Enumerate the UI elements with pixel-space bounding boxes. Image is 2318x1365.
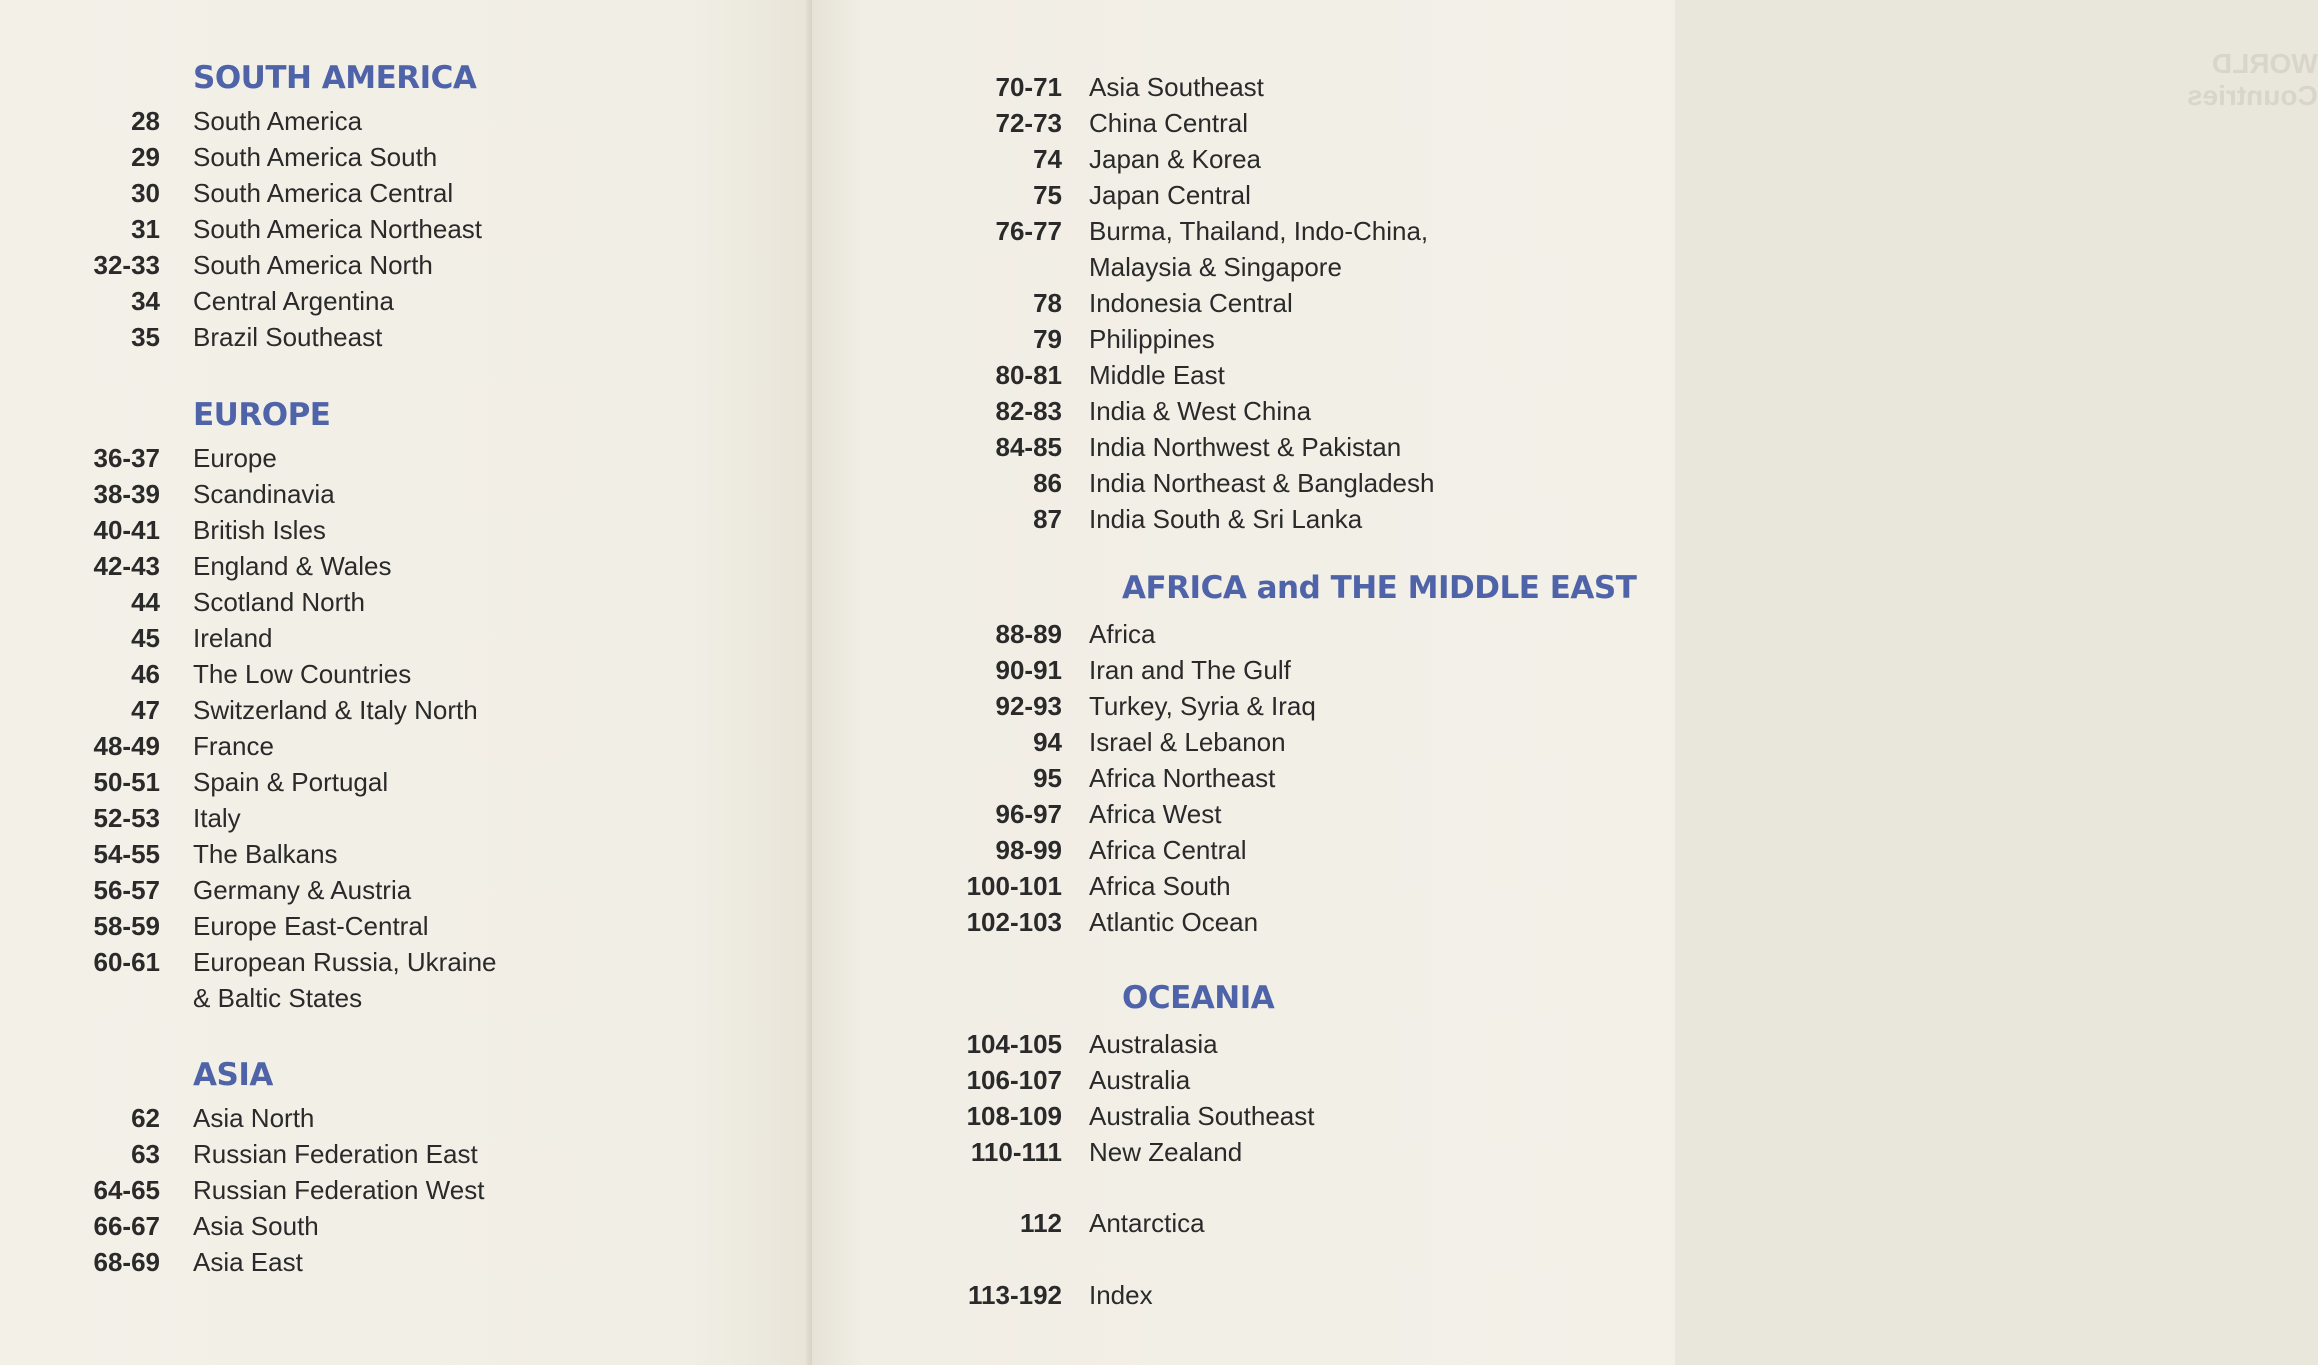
map-title: India Northeast & Bangladesh (1089, 468, 1435, 498)
page-number: 106-107 (966, 1065, 1062, 1095)
map-title: South America Central (193, 178, 454, 208)
section-heading: EUROPE (193, 397, 331, 433)
page-number: 38-39 (93, 479, 160, 509)
page-number: 76-77 (995, 216, 1062, 246)
map-title: Africa South (1089, 871, 1231, 901)
page-number: 96-97 (995, 799, 1062, 829)
section-heading: ASIA (193, 1057, 273, 1093)
map-title: Australasia (1089, 1029, 1218, 1059)
page-number: 86 (1033, 468, 1062, 498)
page-number: 63 (131, 1139, 160, 1169)
page-number: 82-83 (995, 396, 1062, 426)
page-number: 90-91 (995, 655, 1062, 685)
map-title: The Low Countries (193, 659, 412, 689)
page-number: 79 (1033, 324, 1062, 354)
page-number: 40-41 (93, 515, 160, 545)
map-title-continued: Malaysia & Singapore (1089, 252, 1342, 282)
map-title: Turkey, Syria & Iraq (1089, 691, 1316, 721)
page-number: 28 (131, 106, 160, 136)
map-title: Burma, Thailand, Indo-China, (1089, 216, 1429, 246)
left-page (0, 0, 812, 1365)
page-number: 112 (1020, 1208, 1062, 1238)
page-number: 87 (1033, 504, 1062, 534)
page-number: 34 (131, 286, 160, 316)
page-number: 110-111 (970, 1137, 1062, 1167)
page-number: 64-65 (93, 1175, 160, 1205)
map-title: Antarctica (1089, 1208, 1205, 1238)
map-title: Germany & Austria (193, 875, 412, 905)
map-title: Russian Federation West (193, 1175, 485, 1205)
page-number: 100-101 (966, 871, 1062, 901)
page-number: 47 (131, 695, 160, 725)
map-title: The Balkans (193, 839, 338, 869)
map-title: Japan Central (1089, 180, 1251, 210)
page-number: 102-103 (966, 907, 1062, 937)
map-title: Australia (1089, 1065, 1191, 1095)
page-number: 92-93 (995, 691, 1062, 721)
map-title: South America South (193, 142, 438, 172)
map-title: China Central (1089, 108, 1248, 138)
map-title: Asia East (193, 1247, 303, 1277)
page-number: 50-51 (93, 767, 160, 797)
page-number: 46 (131, 659, 160, 689)
map-title: Asia South (193, 1211, 319, 1241)
page-number: 108-109 (966, 1101, 1062, 1131)
page-number: 98-99 (995, 835, 1062, 865)
page-number: 32-33 (93, 250, 160, 280)
page-number: 54-55 (93, 839, 160, 869)
page-number: 66-67 (93, 1211, 160, 1241)
page-number: 94 (1033, 727, 1062, 757)
page-number: 31 (131, 214, 160, 244)
map-title: Israel & Lebanon (1089, 727, 1286, 757)
map-title: South America Northeast (193, 214, 483, 244)
map-title: Australia Southeast (1089, 1101, 1315, 1131)
page-number: 68-69 (93, 1247, 160, 1277)
page-number: 104-105 (966, 1029, 1062, 1059)
map-title: Iran and The Gulf (1089, 655, 1291, 685)
map-title: Spain & Portugal (193, 767, 389, 797)
map-title: Asia North (193, 1103, 315, 1133)
section-heading: OCEANIA (1122, 980, 1275, 1016)
map-title: Central Argentina (193, 286, 394, 316)
map-title: Indonesia Central (1089, 288, 1293, 318)
page-number: 30 (131, 178, 160, 208)
page-number: 48-49 (93, 731, 160, 761)
map-title: New Zealand (1089, 1137, 1243, 1167)
page-number: 56-57 (93, 875, 160, 905)
map-title: Europe (193, 443, 277, 473)
map-title: England & Wales (193, 551, 392, 581)
page-number: 42-43 (93, 551, 160, 581)
page-number: 58-59 (93, 911, 160, 941)
map-title: Africa Central (1089, 835, 1247, 865)
map-title: Asia Southeast (1089, 72, 1264, 102)
map-title: Philippines (1089, 324, 1215, 354)
map-title: Japan & Korea (1089, 144, 1262, 174)
page-number: 45 (131, 623, 160, 653)
map-title: India & West China (1089, 396, 1312, 426)
map-title: Scotland North (193, 587, 365, 617)
page-number: 75 (1033, 180, 1062, 210)
map-title: British Isles (193, 515, 326, 545)
map-title: France (193, 731, 274, 761)
map-title-continued: & Baltic States (193, 983, 363, 1013)
map-title: Africa West (1089, 799, 1222, 829)
map-title: Index (1089, 1280, 1153, 1310)
page-number: 78 (1033, 288, 1062, 318)
map-title: India Northwest & Pakistan (1089, 432, 1402, 462)
map-title: Middle East (1089, 360, 1225, 390)
map-title: India South & Sri Lanka (1089, 504, 1363, 534)
map-title: Italy (193, 803, 241, 833)
map-title: Russian Federation East (193, 1139, 478, 1169)
bleed-through-text: WORLD Countries (2187, 48, 2318, 111)
map-title: Atlantic Ocean (1089, 907, 1259, 937)
map-title: Europe East-Central (193, 911, 429, 941)
map-title: European Russia, Ukraine (193, 947, 497, 977)
page-number: 74 (1033, 144, 1062, 174)
map-title: Scandinavia (193, 479, 335, 509)
page-number: 60-61 (93, 947, 160, 977)
page-number: 88-89 (995, 619, 1062, 649)
page-number: 70-71 (995, 72, 1062, 102)
map-title: Brazil Southeast (193, 322, 383, 352)
page-number: 62 (131, 1103, 160, 1133)
page-number: 36-37 (93, 443, 160, 473)
map-title: Africa (1089, 619, 1156, 649)
map-title: Ireland (193, 623, 273, 653)
page-number: 113-192 (968, 1280, 1062, 1310)
map-title: South America (193, 106, 363, 136)
page-number: 29 (131, 142, 160, 172)
page-number: 52-53 (93, 803, 160, 833)
map-title: Switzerland & Italy North (193, 695, 478, 725)
page-number: 84-85 (995, 432, 1062, 462)
page-number: 80-81 (995, 360, 1062, 390)
map-title: Africa Northeast (1089, 763, 1276, 793)
section-heading: AFRICA and THE MIDDLE EAST (1122, 570, 1637, 606)
page-number: 44 (131, 587, 160, 617)
page-number: 95 (1033, 763, 1062, 793)
page-number: 35 (131, 322, 160, 352)
section-heading: SOUTH AMERICA (193, 60, 477, 96)
right-page (812, 0, 2318, 1365)
page-number: 72-73 (995, 108, 1062, 138)
map-title: South America North (193, 250, 433, 280)
